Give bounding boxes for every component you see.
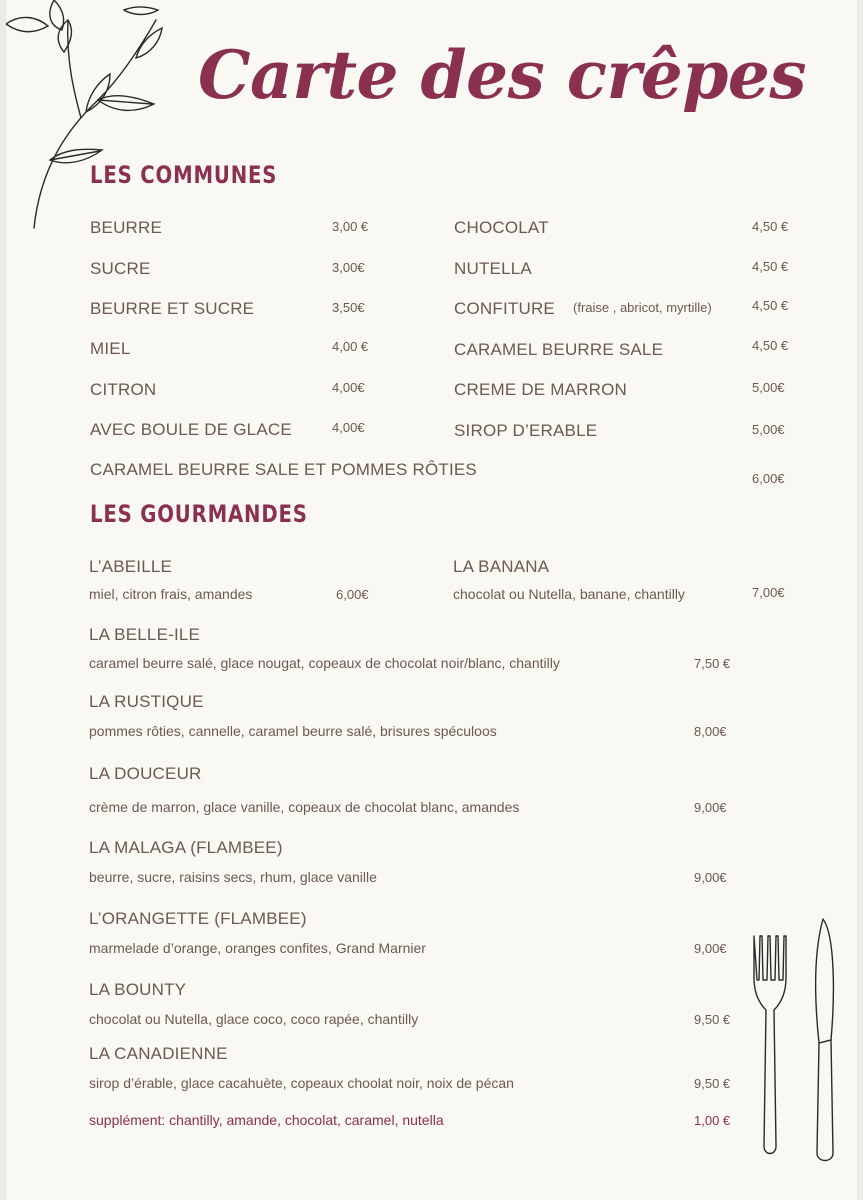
supplement-price: 1,00 € bbox=[694, 1113, 731, 1128]
supplement-text: supplément: chantilly, amande, chocolat, caramel, nutella bbox=[89, 1112, 444, 1128]
crepe-name: L’ABEILLE bbox=[89, 557, 173, 576]
crepe-price: 8,00€ bbox=[694, 724, 727, 739]
fork-icon bbox=[746, 928, 796, 1163]
crepe-name: LA RUSTIQUE bbox=[89, 692, 204, 711]
item-name-wide: CARAMEL BEURRE SALE ET POMMES RÔTIES bbox=[90, 460, 477, 479]
crepe-price: 6,00€ bbox=[336, 587, 369, 602]
item-price: 4,00€ bbox=[332, 420, 365, 435]
crepe-price: 9,00€ bbox=[694, 941, 727, 956]
menu-title: Carte des crêpes bbox=[198, 36, 807, 114]
item-name: SIROP D’ERABLE bbox=[454, 421, 598, 440]
item-name: CARAMEL BEURRE SALE bbox=[454, 340, 664, 359]
item-price: 6,00€ bbox=[752, 471, 785, 486]
menu-page bbox=[6, 0, 857, 1200]
crepe-name: LA DOUCEUR bbox=[89, 764, 202, 783]
item-name: CHOCOLAT bbox=[454, 218, 549, 237]
item-price: 4,50 € bbox=[752, 219, 789, 234]
crepe-name: LA BELLE-ILE bbox=[89, 625, 201, 644]
crepe-price: 9,50 € bbox=[694, 1012, 731, 1027]
crepe-name: LA BOUNTY bbox=[89, 980, 187, 999]
crepe-price: 9,00€ bbox=[694, 870, 727, 885]
item-price: 4,00 € bbox=[332, 339, 369, 354]
item-price: 4,50 € bbox=[752, 298, 789, 313]
crepe-desc: sirop d’érable, glace cacahuète, copeaux choolat noir, noix de pécan bbox=[89, 1075, 514, 1091]
item-name: NUTELLA bbox=[454, 259, 532, 278]
crepe-desc: beurre, sucre, raisins secs, rhum, glace vanille bbox=[89, 869, 377, 885]
crepe-desc: chocolat ou Nutella, banane, chantilly bbox=[453, 586, 685, 602]
item-name: BEURRE ET SUCRE bbox=[90, 299, 255, 318]
item-note: (fraise , abricot, myrtille) bbox=[573, 300, 712, 315]
knife-icon bbox=[801, 915, 841, 1165]
item-name: MIEL bbox=[90, 339, 131, 358]
crepe-desc: marmelade d’orange, oranges confites, Grand Marnier bbox=[89, 940, 426, 956]
crepe-name: LA MALAGA (FLAMBEE) bbox=[89, 838, 283, 857]
crepe-desc: caramel beurre salé, glace nougat, copeaux de chocolat noir/blanc, chantilly bbox=[89, 655, 560, 671]
item-price: 4,00€ bbox=[332, 380, 365, 395]
crepe-price: 7,00€ bbox=[752, 585, 785, 600]
item-price: 4,50 € bbox=[752, 338, 789, 353]
crepe-price: 9,00€ bbox=[694, 800, 727, 815]
crepe-desc: miel, citron frais, amandes bbox=[89, 586, 253, 602]
item-name: SUCRE bbox=[90, 259, 151, 278]
section-title-gourmandes: LES GOURMANDES bbox=[90, 500, 308, 528]
item-price: 5,00€ bbox=[752, 422, 785, 437]
crepe-name: LA BANANA bbox=[453, 557, 550, 576]
item-price: 4,50 € bbox=[752, 259, 789, 274]
leaf-branch-icon bbox=[6, 0, 176, 230]
item-price: 3,00 € bbox=[332, 219, 369, 234]
item-name: CONFITURE bbox=[454, 299, 555, 318]
item-price: 3,00€ bbox=[332, 260, 365, 275]
crepe-desc: pommes rôties, cannelle, caramel beurre salé, brisures spéculoos bbox=[89, 723, 497, 739]
item-name: BEURRE bbox=[90, 218, 163, 237]
crepe-price: 7,50 € bbox=[694, 656, 731, 671]
crepe-name: LA CANADIENNE bbox=[89, 1044, 228, 1063]
item-name: AVEC BOULE DE GLACE bbox=[90, 420, 292, 439]
item-name: CREME DE MARRON bbox=[454, 380, 628, 399]
item-price: 3,50€ bbox=[332, 300, 365, 315]
section-title-communes: LES COMMUNES bbox=[90, 161, 278, 189]
item-name: CITRON bbox=[90, 380, 157, 399]
crepe-name: L’ORANGETTE (FLAMBEE) bbox=[89, 909, 307, 928]
crepe-price: 9,50 € bbox=[694, 1076, 731, 1091]
crepe-desc: crème de marron, glace vanille, copeaux de chocolat blanc, amandes bbox=[89, 799, 520, 815]
item-price: 5,00€ bbox=[752, 380, 785, 395]
crepe-desc: chocolat ou Nutella, glace coco, coco rapée, chantilly bbox=[89, 1011, 419, 1027]
